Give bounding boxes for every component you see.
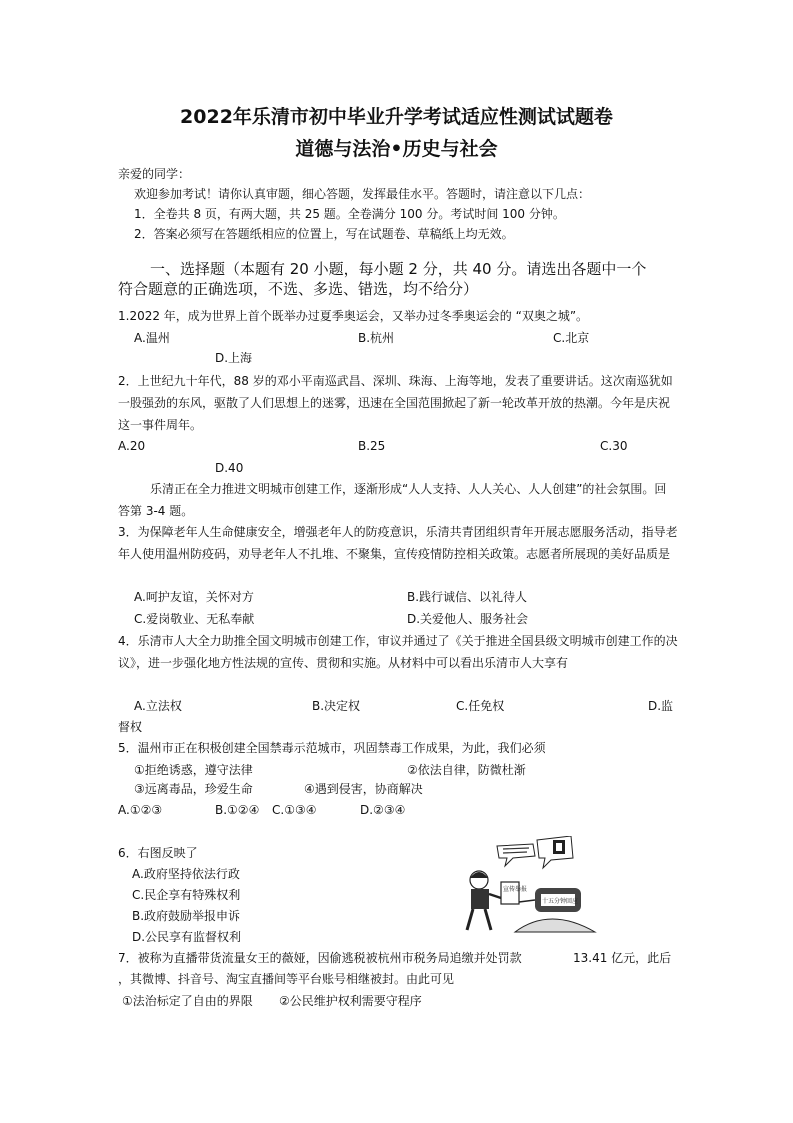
question-5-stem: 5．温州市正在积极创建全国禁毒示范城市，巩固禁毒工作成果，为此，我们必须 xyxy=(118,741,546,755)
question-2-option-d: D.40 xyxy=(215,461,244,475)
question-4-option-a: A.立法权 xyxy=(134,699,182,713)
question-1-option-a: A.温州 xyxy=(134,331,170,345)
question-1-option-c: C.北京 xyxy=(553,331,590,345)
question-5-option-c: C.①③④ xyxy=(272,803,317,817)
cartoon-drawing xyxy=(455,836,605,936)
greeting: 亲爱的同学： xyxy=(118,167,191,181)
notice-intro: 欢迎参加考试！请你认真审题，细心答题，发挥最佳水平。答题时，请注意以下几点： xyxy=(134,187,591,201)
question-3-option-c: C.爱岗敬业、无私奉献 xyxy=(134,612,255,626)
figure-sign-text: 宣传举报 xyxy=(503,886,528,893)
question-6-stem: 6．右图反映了 xyxy=(118,846,198,860)
question-7-statement-1: ①法治标定了自由的界限 xyxy=(122,994,253,1008)
material-text: 乐清正在全力推进文明城市创建工作，逐渐形成“人人支持、人人关心、人人创建”的社会氛围。回答第 3-4 题。 xyxy=(118,482,667,518)
question-4-option-d: D.监 xyxy=(648,699,674,713)
notice-item-2: 2．答案必须写在答题纸相应的位置上，写在试题卷、草稿纸上均无效。 xyxy=(134,227,514,241)
question-7-line-1b: 13.41 亿元，此后 xyxy=(573,951,672,965)
cartoon-illustration xyxy=(455,836,605,936)
question-5-option-a: A.①②③ xyxy=(118,803,163,817)
question-1-stem: 1.2022 年，成为世界上首个既举办过夏季奥运会，又举办过冬季奥运会的 “双奥之城”。 xyxy=(118,309,589,323)
section-header-line-2: 符合题意的正确选项，不选、多选、错选，均不给分） xyxy=(118,280,479,298)
question-5-statement-1: ①拒绝诱惑，遵守法律 xyxy=(134,763,253,777)
question-4-option-c: C.任免权 xyxy=(456,699,505,713)
question-6-option-a: A.政府坚持依法行政 xyxy=(132,867,240,881)
question-2-option-c: C.30 xyxy=(600,439,628,453)
page-title: 2022年乐清市初中毕业升学考试适应性测试试题卷 xyxy=(180,106,613,128)
section-header-line-1: 一、选择题（本题有 20 小题，每小题 2 分，共 40 分。请选出各题中一个 xyxy=(150,260,647,278)
question-3-stem: 3．为保障老年人生命健康安全，增强老年人的防疫意识，乐清共青团组织青年开展志愿服务活动，指导老年人使用温州防疫码，劝导老年人不扎堆、不聚集，宣传疫情防控相关政策。志愿者所展现的美好品质是 xyxy=(118,525,678,561)
question-6-option-d: D.公民享有监督权利 xyxy=(132,930,242,944)
question-3-option-b: B.践行诚信、以礼待人 xyxy=(407,590,528,604)
question-6-option-b: B.政府鼓励举报申诉 xyxy=(132,909,241,923)
question-1-option-d: D.上海 xyxy=(215,351,253,365)
question-5-statement-2: ②依法自律，防微杜渐 xyxy=(407,763,526,777)
question-4-option-d-continued: 督权 xyxy=(118,720,143,734)
question-2-option-b: B.25 xyxy=(358,439,386,453)
question-2-stem: 2．上世纪九十年代，88 岁的邓小平南巡武昌、深圳、珠海、上海等地，发表了重要讲话。这次南巡犹如一股强劲的东风，驱散了人们思想上的迷雾，迅速在全国范围掀起了新一轮改革开放的热潮。今年是庆祝这一事件周年。 xyxy=(118,374,673,432)
question-5-option-d: D.②③④ xyxy=(360,803,406,817)
question-7-statement-2: ②公民维护权利需要守程序 xyxy=(279,994,422,1008)
question-3-option-a: A.呵护友谊，关怀对方 xyxy=(134,590,254,604)
page-subtitle: 道德与法治•历史与社会 xyxy=(295,138,498,160)
question-3-option-d: D.关爱他人、服务社会 xyxy=(407,612,529,626)
notice-item-1: 1．全卷共 8 页，有两大题，共 25 题。全卷满分 100 分。考试时间 100 分钟。 xyxy=(134,207,565,221)
question-7-line-2: ，其微博、抖音号、淘宝直播间等平台账号相继被封。由此可见 xyxy=(118,972,455,986)
question-4-stem: 4．乐清市人大全力助推全国文明城市创建工作，审议并通过了《关于推进全国县级文明城市创建工作的决议》，进一步强化地方性法规的宣传、贯彻和实施。从材料中可以看出乐清市人大享有 xyxy=(118,634,678,670)
question-5-statement-3: ③远离毒品，珍爱生命 xyxy=(134,782,253,796)
question-1-option-b: B.杭州 xyxy=(358,331,395,345)
figure-box-text: 十五分钟回应 xyxy=(542,898,579,905)
question-6-option-c: C.民企享有特殊权利 xyxy=(132,888,241,902)
question-2-option-a: A.20 xyxy=(118,439,146,453)
question-4-option-b: B.决定权 xyxy=(312,699,361,713)
question-7-line-1a: 7．被称为直播带货流量女王的薇娅，因偷逃税被杭州市税务局追缴并处罚款 xyxy=(118,951,522,965)
question-5-option-b: B.①②④ xyxy=(215,803,260,817)
question-5-statement-4: ④遇到侵害，协商解决 xyxy=(304,782,423,796)
